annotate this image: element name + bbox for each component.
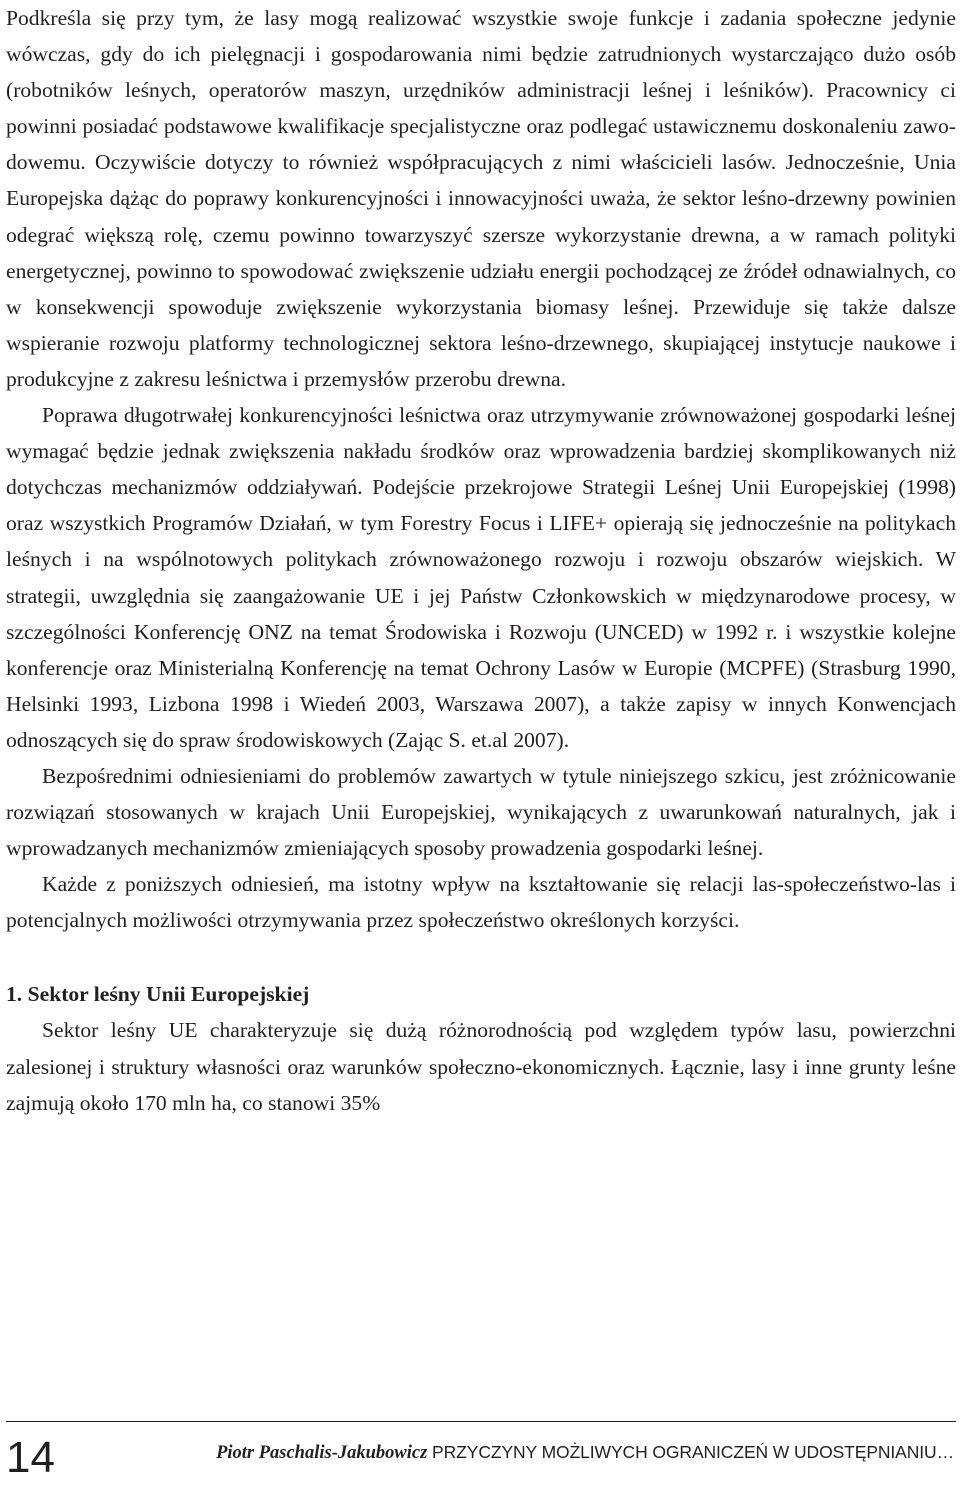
body-paragraph-3: Bezpośrednimi odniesieniami do problemów zawartych w tytule niniejszego szkicu, jest zróżnicowanie rozwiązań stosowanych w krajach Unii Europejskiej, wynikających z uwarunkowań naturalnych, jak i wprowadzanych mechanizmów zmieniających sposoby prowadzenia gospodarki leśnej. (6, 763, 956, 861)
body-paragraph-1: Podkreśla się przy tym, że lasy mogą realizować wszystkie swoje funkcje i zadania społeczne jedynie wówczas, gdy do ich pielęgnacji i gospodarowania nimi będzie zatrudnionych wystarczająco dużo osób (robotników leśnych, operatorów maszyn, urzędników administracji leśnej i leśników). Pracownicy ci powinni posiadać podstawowe kwalifikacje specjalistyczne oraz podlegać ustawicznemu doskonaleniu zawodowemu. Oczywiście dotyczy to również współpracujących z nimi właścicieli lasów. Jednocześnie, Unia Europejska dążąc do poprawy konkurencyjności i innowacyjności uważa, że sektor leśno-drzewny powinien odegrać większą rolę, czemu powinno towarzyszyć szersze wykorzystanie drewna, a w ramach polityki energetycznej, powinno to spowodować zwiększenie udziału energii pochodzącej ze źródeł odnawialnych, co w konsekwencji spowoduje zwiększenie wykorzystania biomasy leśnej. Przewiduje się także dalsze wspieranie rozwoju platformy technologicznej sektora leśno-drzewnego, skupiającej instytucje naukowe i produkcyjne z zakresu leśnictwa i przemysłów przerobu drewna. (6, 6, 956, 391)
section-heading: 1. Sektor leśny Unii Europejskiej (6, 982, 310, 1007)
footer-rule (6, 1421, 956, 1422)
running-head (216, 1438, 954, 1467)
running-head-author: Piotr Paschalis-Jakubowicz (216, 1443, 428, 1463)
running-head-title: PRZYCZYNY MOŻLIWYCH OGRANICZEŃ W UDOSTĘPNIANIU… (432, 1442, 954, 1462)
page-number: 14 (6, 1433, 55, 1482)
page-content (6, 0, 956, 1121)
section-paragraph: Sektor leśny UE charakteryzuje się dużą różnorodnością pod względem typów lasu, powierzchni zalesionej i struktury własności oraz warunków społeczno-ekonomicznych. Łącznie, lasy i inne grunty leśne zajmują około 170 mln ha, co stanowi 35% (6, 1018, 956, 1115)
body-paragraph-2: Poprawa długotrwałej konkurencyjności leśnictwa oraz utrzymywanie zrównoważonej gospodarki leśnej wymagać będzie jednak zwiększenia nakładu środków oraz wprowadzenia bardziej skomplikowanych niż dotychczas mechanizmów oddziaływań. Podejście przekrojowe Strategii Leśnej Unii Europejskiej (1998) oraz wszystkich Programów Działań, w tym Forestry Focus i LIFE+ opierają się jednocześnie na politykach leśnych i na wspólnotowych politykach zrównoważonego rozwoju i rozwoju obszarów wiejskich. W strategii, uwzględnia się zaangażowanie UE i jej Państw Członkowskich w międzynarodowe procesy, w szczególności Konferencję ONZ na temat Środowiska i Rozwoju (UNCED) w 1992 r. i wszystkie kolejne konferencje oraz Ministerialną Konferencję na temat Ochrony Lasów w Europie (MCPFE) (Strasburg 1990, Helsinki 1993, Lizbona 1998 i Wiedeń 2003, Warszawa 2007), a także zapisy w innych Konwencjach odnoszących się do spraw środowiskowych (Zając S. et.al 2007). (6, 403, 956, 752)
body-paragraph-4: Każde z poniższych odniesień, ma istotny wpływ na kształtowanie się relacji las-społeczeństwo-las i potencjalnych możliwości otrzymywania przez społeczeństwo określonych korzyści. (6, 872, 956, 933)
